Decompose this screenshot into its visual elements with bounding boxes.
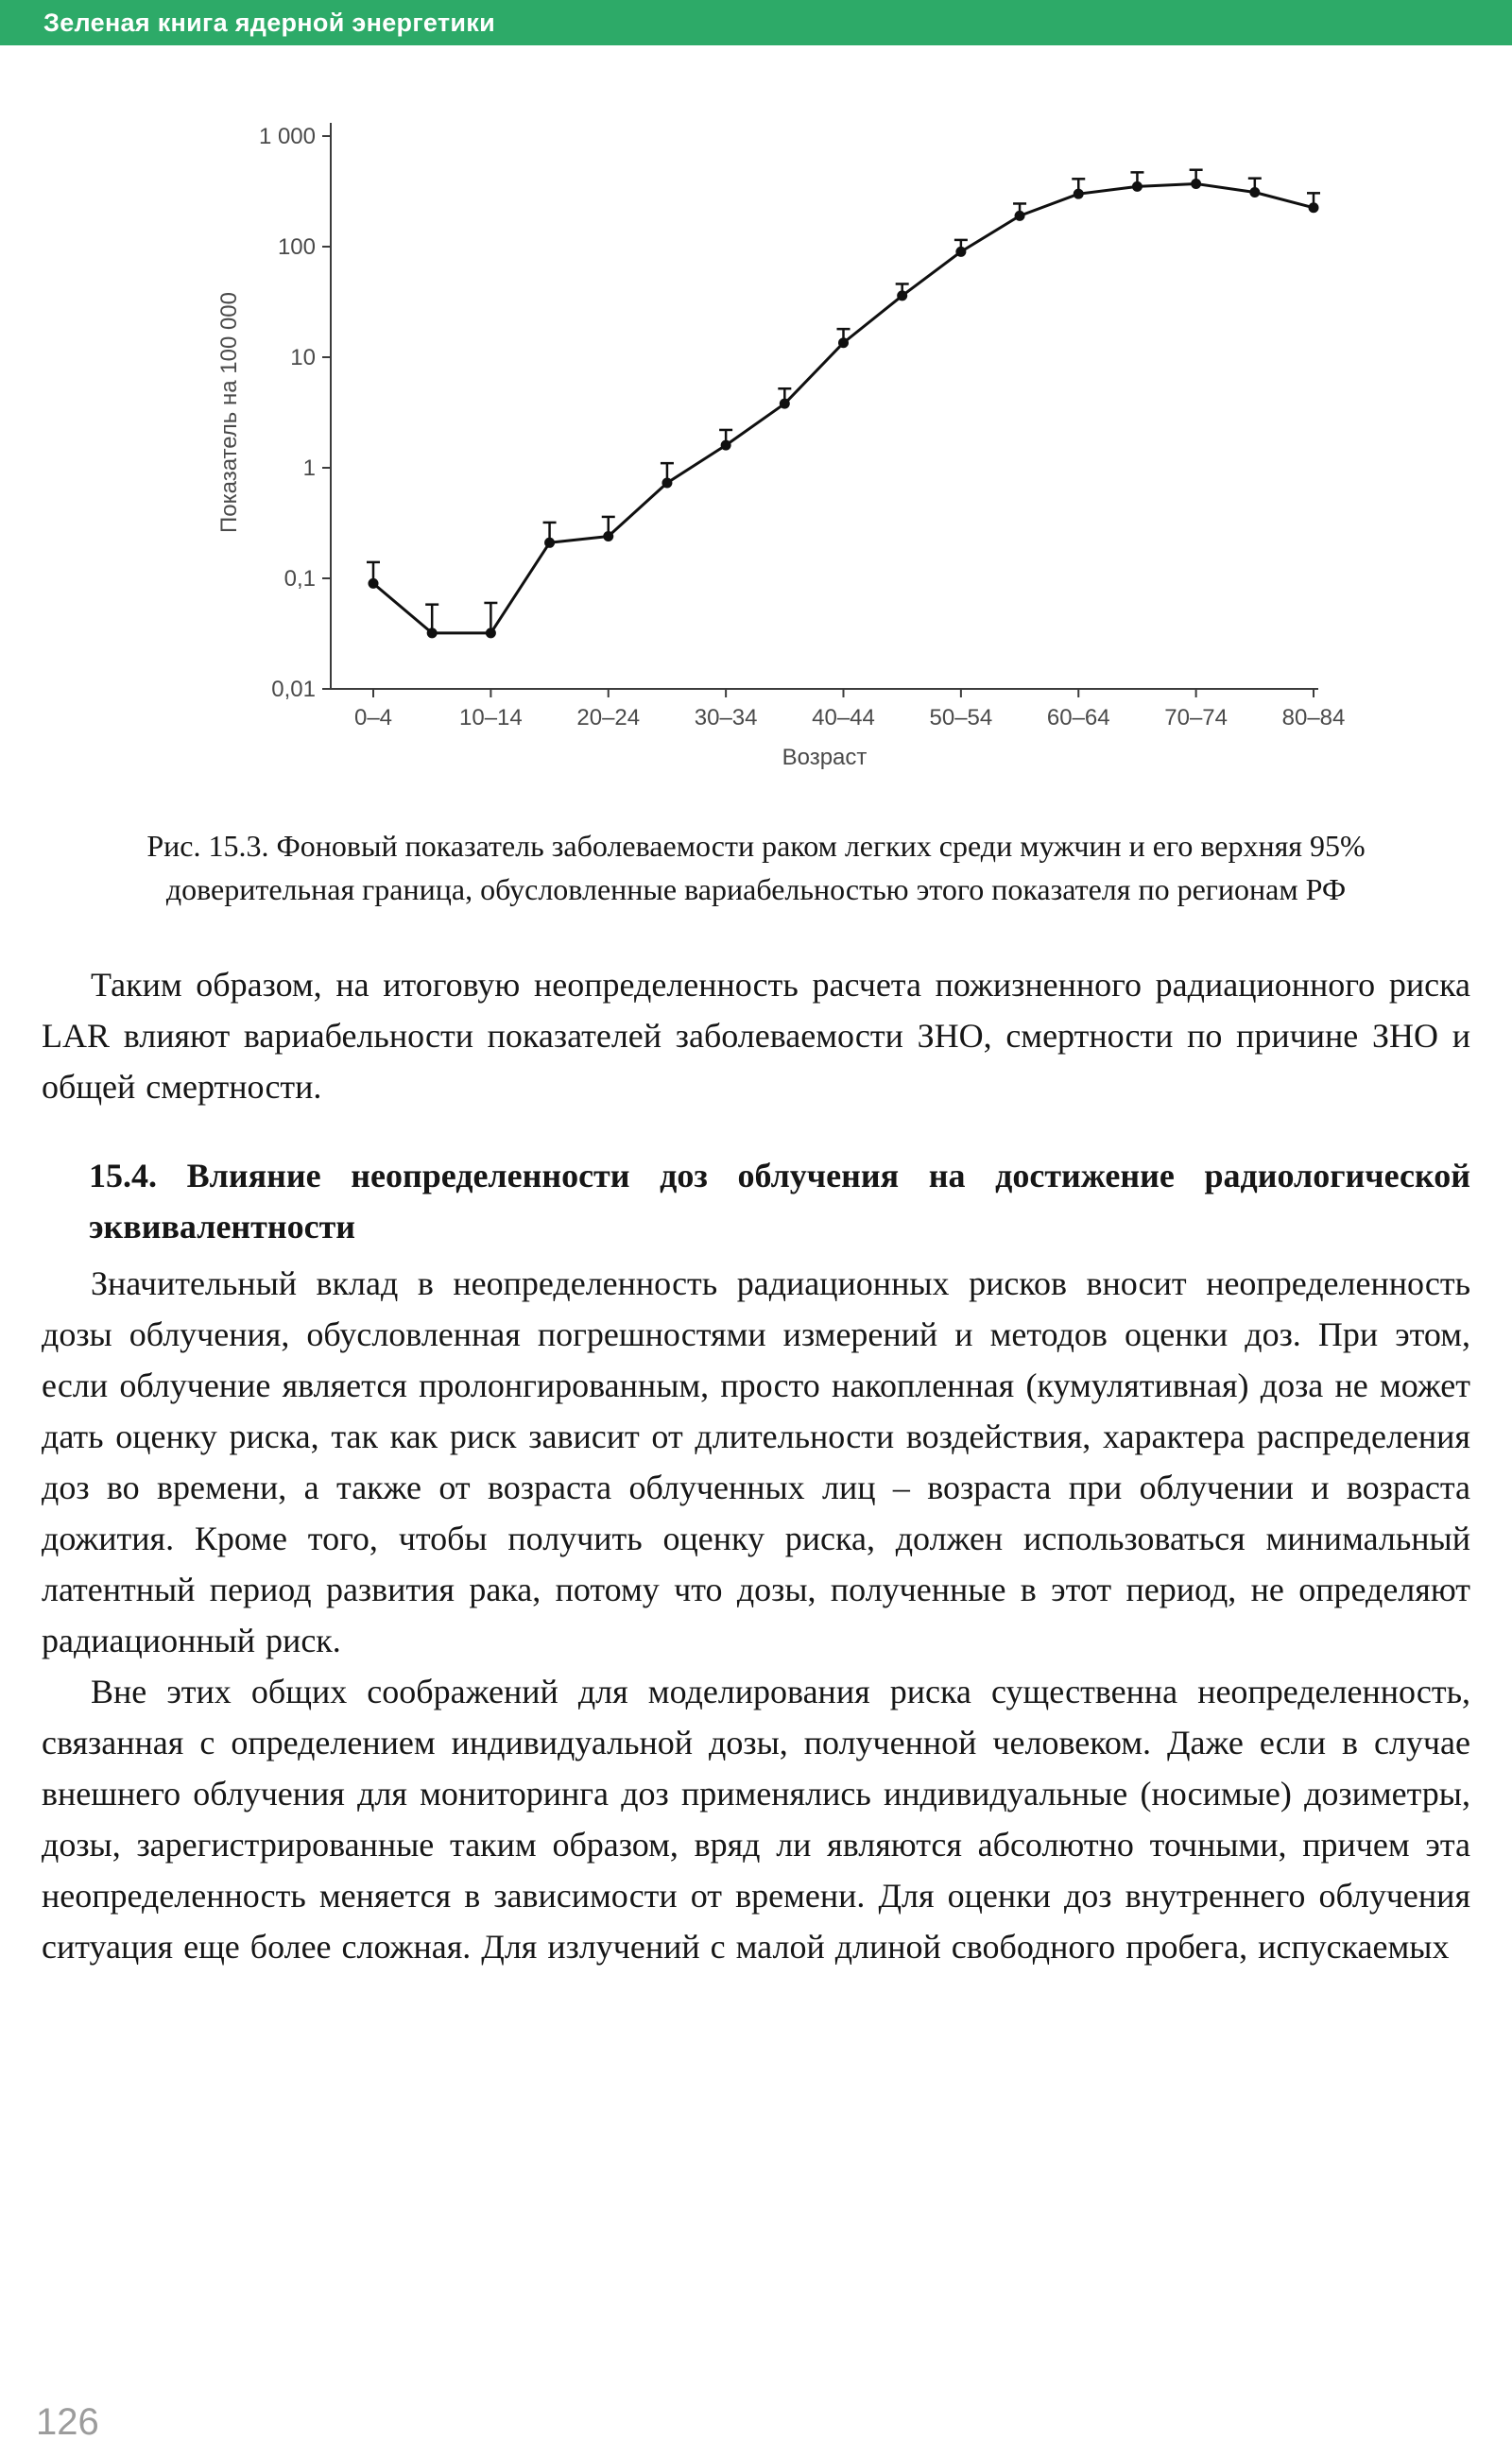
svg-text:0–4: 0–4 <box>353 705 393 730</box>
svg-text:0,01: 0,01 <box>271 677 316 702</box>
svg-text:1: 1 <box>302 455 316 481</box>
svg-text:1 000: 1 000 <box>258 124 316 149</box>
svg-text:0,1: 0,1 <box>284 566 316 592</box>
svg-text:50–54: 50–54 <box>929 705 993 730</box>
figure-chart <box>142 108 1370 774</box>
svg-text:10–14: 10–14 <box>459 705 523 730</box>
section-heading-15-4: 15.4. Влияние неопределенности доз облучения на достижение радиологической эквивалентности <box>89 1156 1470 1246</box>
svg-text:10: 10 <box>290 345 316 370</box>
figure-caption: Рис. 15.3. Фоновый показатель заболеваемости раком легких среди мужчин и его верхняя 95% доверительная граница, обусловленные вариабельностью этого показателя по регионам РФ <box>146 829 1366 907</box>
page-number: 126 <box>36 2401 99 2443</box>
header-title: Зеленая книга ядерной энергетики <box>43 8 495 37</box>
paragraph-3: Вне этих общих соображений для моделирования риска существенна неопределенность, связанная с определением индивидуальной дозы, полученной человеком. Даже если в случае внешнего облучения для мониторинга доз применялись индивидуальные (носимые) дозиметры, дозы, зарегистрированные таким образом, вряд ли являются абсолютно точными, причем эта неопределенность меняется в зависимости от времени. Для оценки доз внутреннего облучения ситуация еще более сложная. Для излучений с малой длиной свободного пробега, испускаемых <box>42 1672 1470 1966</box>
svg-text:80–84: 80–84 <box>1281 705 1346 730</box>
svg-text:Показатель на 100 000: Показатель на 100 000 <box>216 292 242 533</box>
svg-text:100: 100 <box>277 234 316 260</box>
svg-text:20–24: 20–24 <box>576 705 641 730</box>
paragraph-2: Значительный вклад в неопределенность радиационных рисков вносит неопределенность дозы облучения, обусловленная погрешностями измерений и методов оценки доз. При этом, если облучение является пролонгированным, просто накопленная (кумулятивная) доза не может дать оценку риска, так как риск зависит от длительности воздействия, характера распределения доз во времени, а также от возраста облученных лиц – возраста при облучении и возраста дожития. Кроме того, чтобы получить оценку риска, должен использоваться минимальный латентный период развития рака, потому что дозы, полученные в этот период, не определяют радиационный риск. <box>42 1263 1470 1659</box>
svg-text:30–34: 30–34 <box>694 705 758 730</box>
svg-text:Возраст: Возраст <box>782 745 868 770</box>
svg-text:60–64: 60–64 <box>1046 705 1110 730</box>
paragraph-1: Таким образом, на итоговую неопределенность расчета пожизненного радиационного риска LAR влияют вариабельности показателей заболеваемости ЗНО, смертности по причине ЗНО и общей смертности. <box>42 965 1470 1106</box>
document-body <box>0 959 1512 1972</box>
figure-15-3 <box>142 108 1370 779</box>
svg-text:70–74: 70–74 <box>1164 705 1228 730</box>
header-bar <box>0 0 1512 45</box>
svg-text:40–44: 40–44 <box>812 705 875 730</box>
